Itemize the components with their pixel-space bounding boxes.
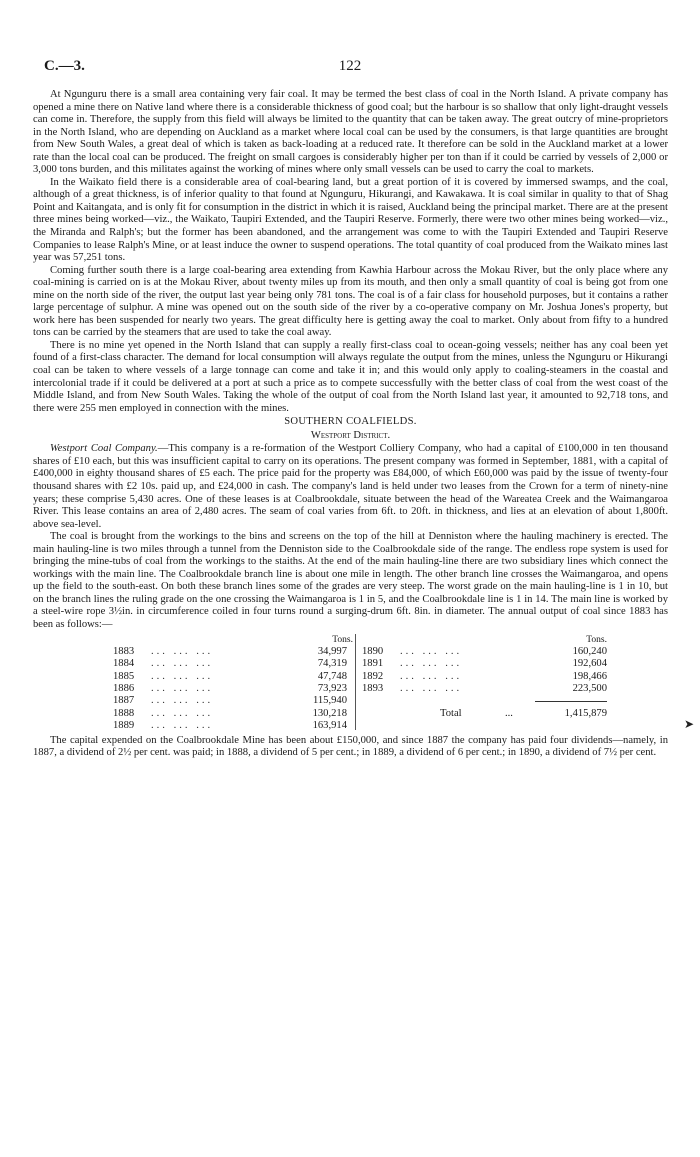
output-table-right [355,634,607,730]
dividends-text-a: The capital expended on the Coalbrookdale Mine has been about £150,000, and since 1887 the company has paid four dividends—namely, in 1887, a dividend of 2 [33,734,668,759]
output-table [33,634,668,730]
document-reference: C.—3. [44,58,85,74]
tons-cell: 163,914 [312,719,347,731]
tons-cell: 160,240 [572,646,607,658]
table-row [362,658,607,670]
tons-cell: 223,500 [572,682,607,694]
leader-dots: ... ... ... [151,682,214,694]
table-total-row [362,708,607,720]
leader-dots: ... ... ... [151,670,214,682]
tons-cell: 192,604 [572,658,607,670]
table-row [113,683,353,695]
table-row [113,658,353,670]
table-row [113,720,353,732]
year-cell: 1883 [113,646,135,658]
fraction: ½ [123,747,132,759]
paragraph-mokau: Coming further south there is a large coal-bearing area extending from Kawhia Harbour across the Mokau River, but the only place where any coal-mining is carried on is at the Mokau River, about twenty miles up from its mouth, and then only a small quantity of coal is being got from one mine on the north side of the river, the output last year being only 781 tons. The coal is of a fair class for household purposes, but it contains a rather large percentage of sulphur. A mine was opened out on the south side of the river by a co-operative company on Mr. Joshua Jones's property, but work here has been suspended for nearly two years. The great difficulty here is getting away the coal to market. Only about from fifty to a hundred tons can be carried by the steamers that are used to take the coal away. [33,264,668,339]
leader-dots: ... [505,707,513,719]
column-header-tons: Tons. [332,634,353,645]
dividends-text-c: per cent. [617,747,657,759]
company-name: Westport Coal Company. [49,443,158,455]
table-row [113,695,353,707]
hauling-text-a: The coal is brought from the workings to the bins and screens on the top of the hill at Denniston where the hauling machinery is erected. The main hauling-line is two miles through a tunnel from the Denniston side to the Coalbrookdale side of the range. The endless rope system is used for bringing the mine-tubs of coal from the workings to the staiths. At the end of the main hauling-line there are two subsidiary lines which connect the workings with the main line. The Coalbrookdale branch line is about one mile in length. The other branch line crosses the Waimangaroa, and opens up the field to the south-east. On both these branch lines some of the grades are very steep. The worst grade on the main hauling-line is 1 in 10, but on the branch lines the ruling grade on the one crossing the Waimangaroa is 1 in 5, and the Coalbrookdale line is 1 in 14. The main line is worked by a steel-wire rope 3 [33,531,668,618]
year-cell: 1887 [113,695,135,707]
tons-cell: 74,319 [317,658,347,670]
leader-dots: ... ... ... [151,658,214,670]
page-body [33,89,668,760]
tons-cell: 73,923 [317,682,347,694]
tons-cell: 198,466 [572,670,607,682]
hauling-text-b: in. in circumference coiled in four turns round a surging-drum 6ft. 8in. in diameter. The annual output of coal since 1883 has been as follows:— [33,606,668,630]
table-row [113,671,353,683]
total-label: Total [440,707,462,719]
paragraph-waikato: In the Waikato field there is a considerable area of coal-bearing land, but a great portion of it is covered by immersed swamps, and the coal, although of a great thickness, is of inferior quality to that found at Ngunguru, Hikurangi, and Kawakawa. It is coal similar in quality to that of Shag Point and Kaitangata, and is only fit for consumption in the district in which it is raised, Auckland being the principal market. There are at the present three mines being worked—viz., the Waikato, Taupiri Extended, and the Taupiri Reserve. Formerly, there were two other mines being worked—viz., the Miranda and Ralph's; but the former has been abandoned, and the arrangement was come to with the Taupiri Extended and Taupiri Reserve Companies to lease Ralph's Mine, or at least induce the owner to suspend operations. The total quantity of coal produced from the Waikato mines last year was 57,251 tons. [33,176,668,264]
leader-dots: ... ... ... [400,658,463,670]
subsection-heading: Westport District. [310,429,391,441]
leader-dots: ... ... ... [151,695,214,707]
leader-dots: ... ... ... [400,682,463,694]
year-cell: 1889 [113,719,135,731]
table-row [362,671,607,683]
column-header-tons: Tons. [586,634,607,645]
year-cell: 1884 [113,658,135,670]
fraction: ½ [609,747,618,759]
tons-cell: 47,748 [317,670,347,682]
year-cell: 1890 [362,646,384,658]
leader-dots: ... ... ... [151,719,214,731]
total-rule-row [362,695,607,707]
year-cell: 1893 [362,682,384,694]
fraction: ½ [114,606,123,618]
output-table-left [113,634,353,733]
tons-cell: 34,997 [317,646,347,658]
page-header [44,58,656,76]
leader-dots: ... ... ... [151,646,214,658]
tons-cell: 130,218 [312,707,347,719]
total-rule [535,701,607,702]
table-row [362,683,607,695]
year-cell: 1888 [113,707,135,719]
year-cell: 1886 [113,682,135,694]
total-value: 1,415,879 [564,707,607,719]
leader-dots: ... ... ... [400,670,463,682]
year-cell: 1891 [362,658,384,670]
leader-dots: ... ... ... [400,646,463,658]
tons-cell: 115,940 [312,695,347,707]
page-number: 122 [338,58,362,74]
table-row [113,646,353,658]
year-cell: 1885 [113,670,135,682]
paragraph-north-island-summary: There is no mine yet opened in the North Island that can supply a really first-class coal to ocean-going vessels; neither has any coal been yet found of a first-class character. The demand for local consumption will always regulate the output from the mines, unless the Ngunguru or Hikurangi coal can be taken to where vessels of a large tonnage can come and take it in; and this would only apply to coaling-steamers in the coastal and intercolonial trade if it could be delivered at a port at such a price as to compete successfully with the better class of coal from the west coast of the Middle Island, and from New South Wales. Taking the whole of the output of coal from the North Island last year, it amounted to 92,718 tons, and there were 255 men employed in connection with the mines. [33,339,668,414]
leader-dots: ... ... ... [151,707,214,719]
table-row [113,708,353,720]
paragraph-ngunguru: At Ngunguru there is a small area containing very fair coal. It may be termed the best class of coal in the North Island. A private company has opened a mine there on Native land where there is a considerable thickness of good coal; but the harbour is so shallow that only light-draught vessels can come in. Therefore, the supply from this field will always be limited to the quantity that can be taken away. The great outcry of mine-proprietors in the North Island, who are depending on Auckland as a market where local coal can be used by the consumers, is that large quantities are brought from New South Wales, a great deal of which is taken as back-loading at a reduced rate. It therefore can be sold in the Auckland market at a lower rate than the local coal can be produced. The freight on small cargoes is considerably higher per ton than if it could be carried by vessels of 2,000 or 3,000 tons burden, and this militates against the working of mines where only small vessels can be used to carry the coal to markets. [33,89,668,176]
paragraph-hauling [33,531,668,631]
dividends-text-b: per cent. was paid; in 1888, a dividend of 5 per cent.; in 1889, a dividend of 6 per cent.; in 1890, a dividend of 7 [131,747,610,759]
section-heading: SOUTHERN COALFIELDS. [284,416,417,428]
westport-para1-text: —This company is a re-formation of the Westport Colliery Company, who had a capital of £100,000 in ten thousand shares of £10 each, but this was insufficient capital to carry on its operations. The present company was formed in September, 1881, with a capital of £400,000 in eighty thousand shares of £5 each. The price paid for the property was £84,000, of which £60,000 was paid by the issue of twenty-four thousand shares with £2 10s. paid up, and £24,000 in cash. The company's land is held under two leases from the Crown for a term of ninety-nine years; these comprise 5,430 acres. One of these leases is at Coalbrookdale, situate between the head of the Wareatea Creek and the Waimangaroa River. This lease contains an area of 2,480 acres. The seam of coal varies from 6ft. to 20ft. in thickness, and lies at an elevation of about 1,800ft. above sea-level. [33,443,668,530]
year-cell: 1892 [362,670,384,682]
paragraph-westport-company [33,443,668,531]
paragraph-dividends [33,735,668,760]
margin-arrow-icon: ➤ [683,717,694,731]
table-row [362,646,607,658]
